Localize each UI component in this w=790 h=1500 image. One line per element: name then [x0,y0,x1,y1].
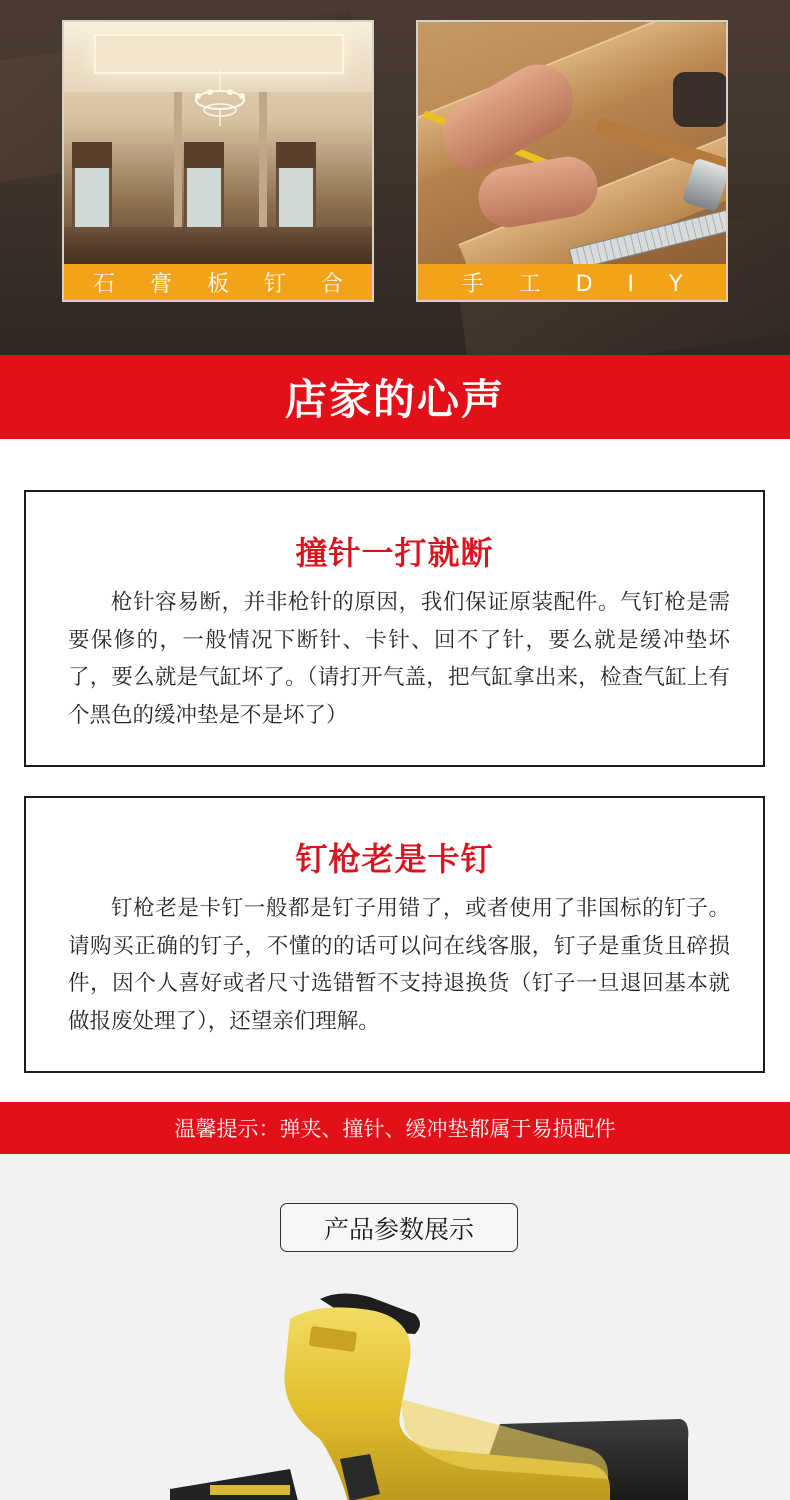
note-heading: 撞针一打就断 [295,534,494,572]
note-body: 枪针容易断，并非枪针的原因，我们保证原装配件。气钉枪是需要保修的，一般情况下断针、卡针、回不了针，要么就是缓冲垫坏了，要么就是气缸坏了。（请打开气盖，把气缸拿出来，检查气缸上有个黑色的缓冲垫是不是坏了） [68,590,730,728]
note-box-jammed-nail [24,796,765,1073]
woodworking-photo [418,22,726,267]
interior-room-photo [64,22,372,267]
section-title: 店家的心声 [284,375,505,424]
hand-plane-icon [673,72,726,127]
nail-gun-image [170,1289,690,1500]
gallery-caption: 石 膏 板 钉 合 [64,264,372,300]
note-heading: 钉枪老是卡钉 [295,840,494,878]
gallery-card-gypsum [62,20,374,302]
note-box-broken-pin [24,490,765,767]
chandelier-icon [192,70,248,130]
warm-tip-bar [0,1102,790,1154]
product-params-section [0,1154,790,1500]
gallery-card-diy [416,20,728,302]
top-photo-band [0,0,790,355]
gallery-caption: 手 工 D I Y [418,264,726,300]
note-body: 钉枪老是卡钉一般都是钉子用错了，或者使用了非国标的钉子。请购买正确的钉子，不懂的的话可以问在线客服，钉子是重货且碎损件，因个人喜好或者尺寸选错暂不支持退换货（钉子一旦退回基本就做报废处理了），还望亲们理解。 [68,896,730,1034]
merchant-voice-header [0,355,790,439]
params-label: 产品参数展示 [280,1203,518,1252]
tip-text: 温馨提示：弹夹、撞针、缓冲垫都属于易损配件 [174,1117,616,1141]
